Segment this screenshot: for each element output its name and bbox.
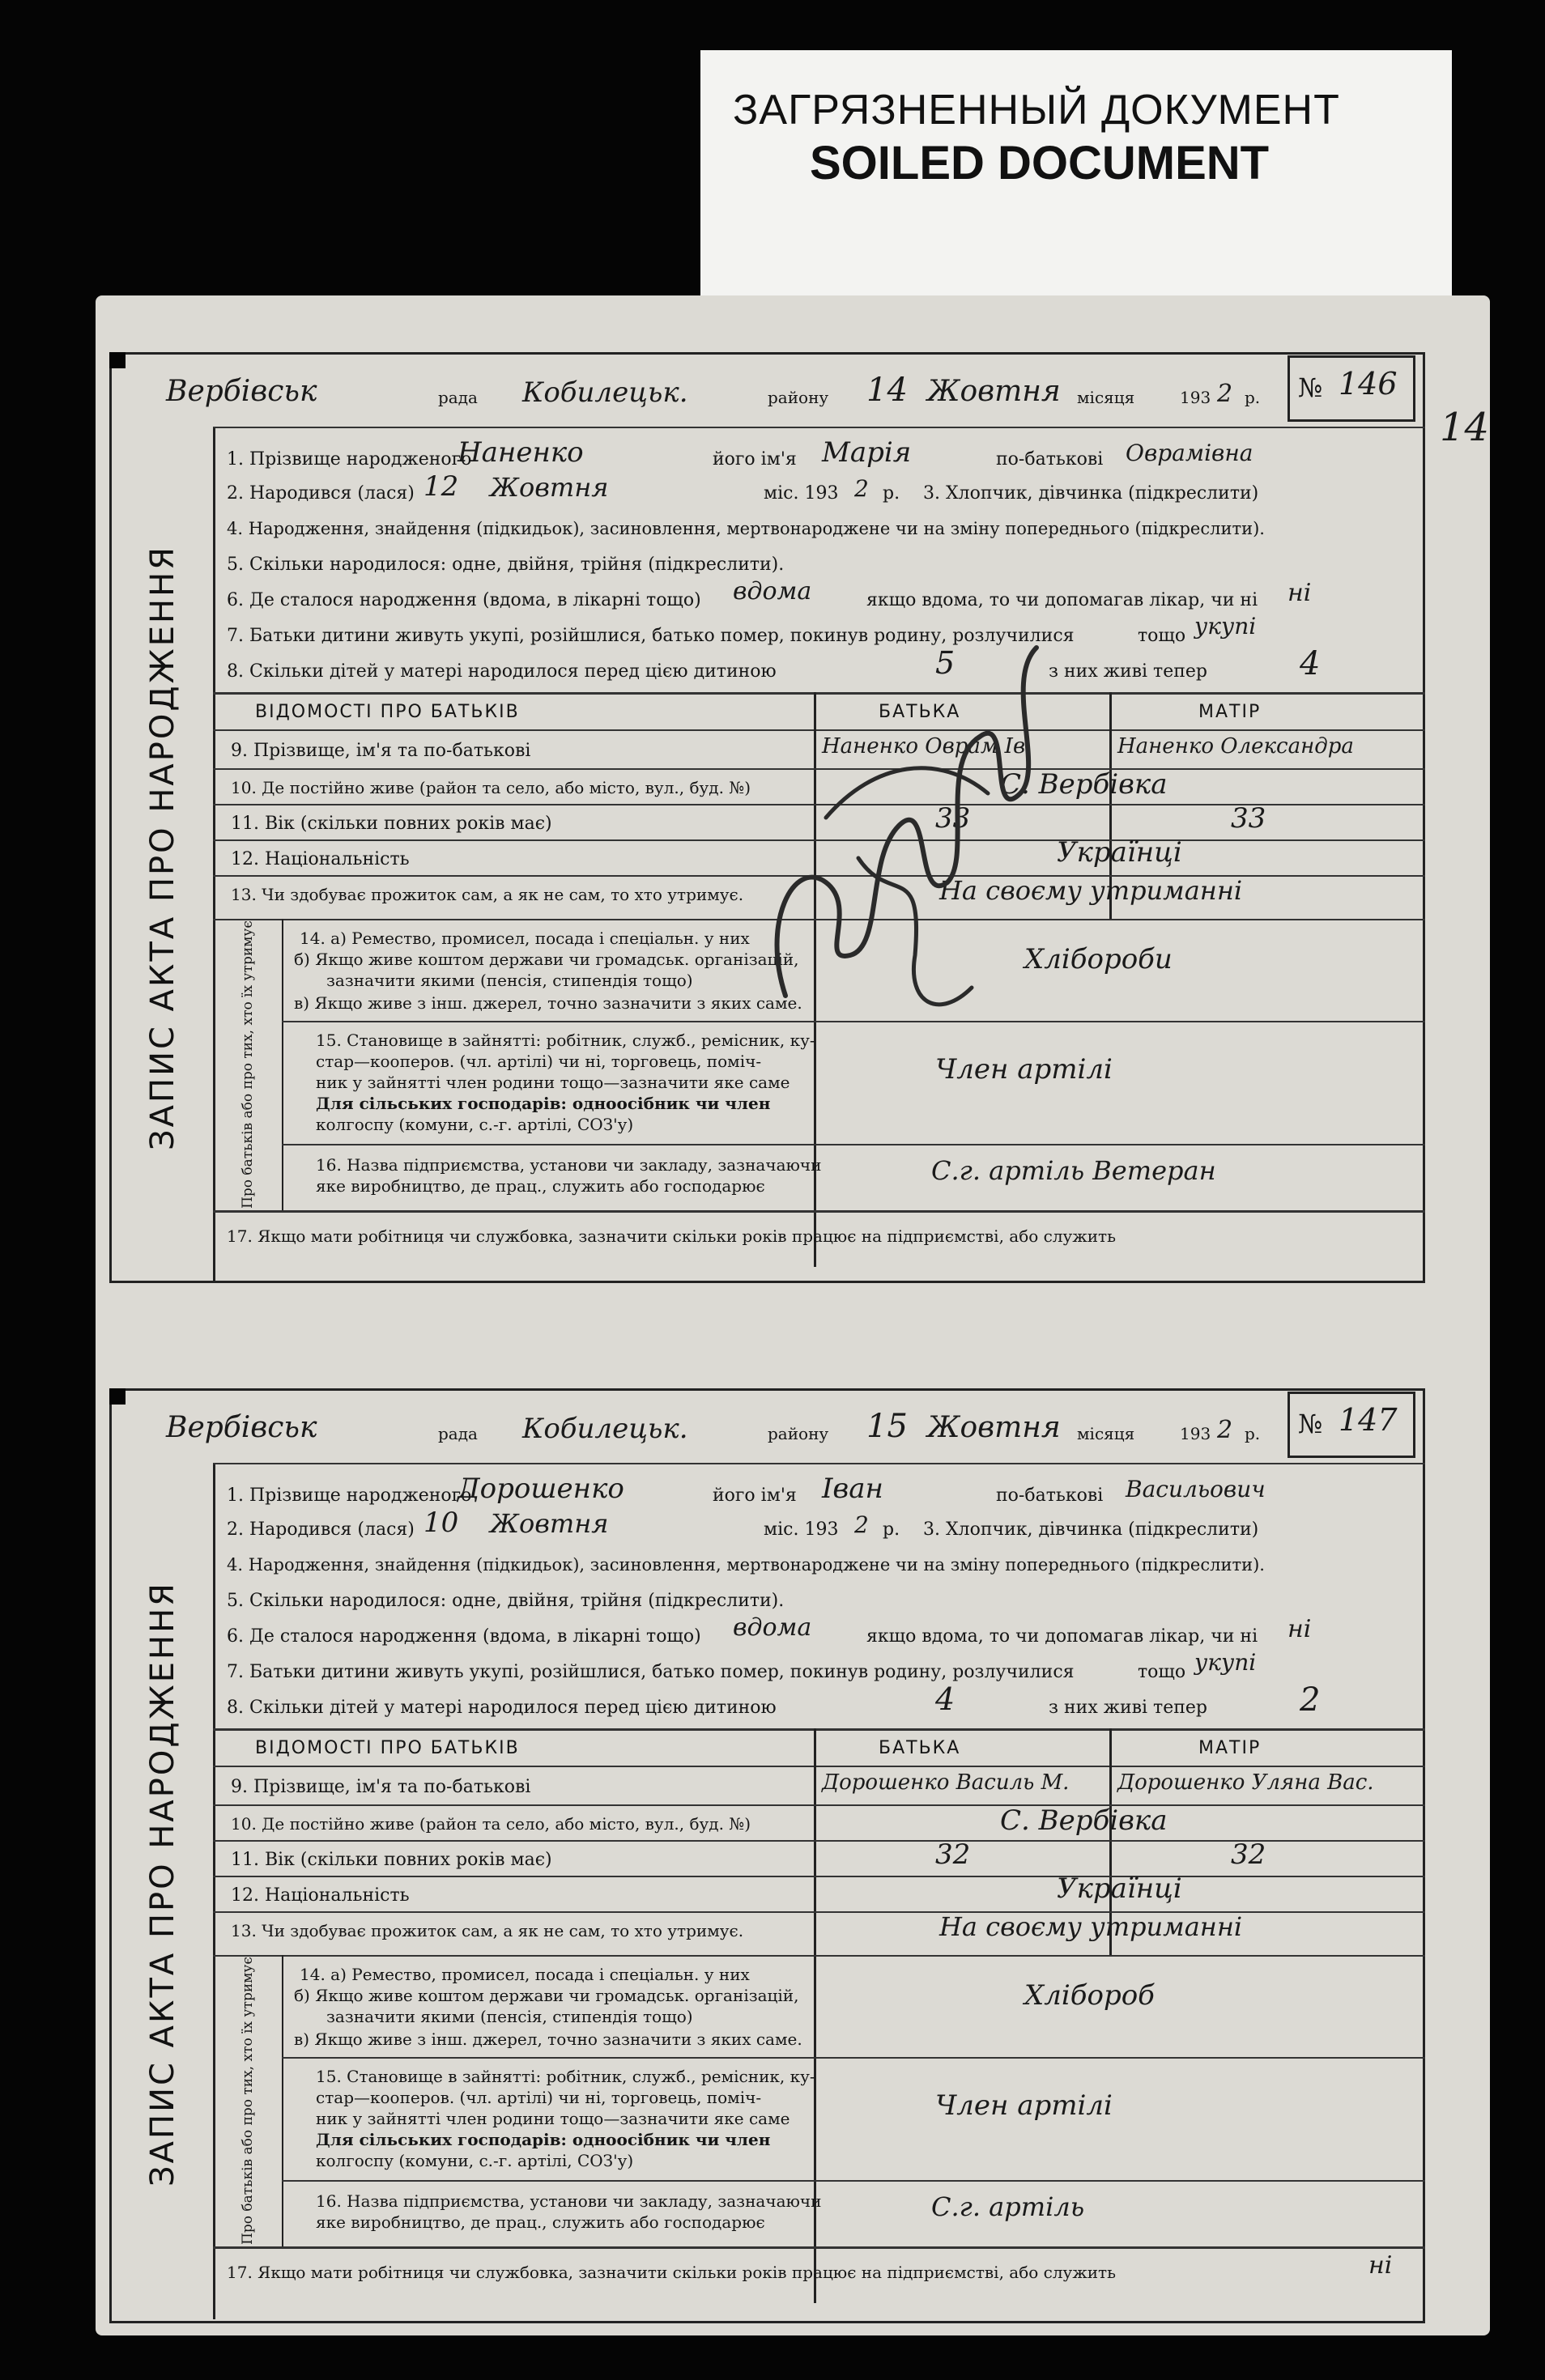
livelihood: На своєму утриманні	[939, 875, 1243, 906]
header-raion-label: району	[768, 388, 829, 407]
parents-status: укупі	[1194, 613, 1257, 640]
q9-label: 9. Прізвище, ім'я та по-батькові	[231, 1777, 531, 1797]
occupation-side-label-text: Про батьків або про тих, хто їх утримує	[239, 1957, 256, 2245]
header-year-suffix: р.	[1245, 1424, 1261, 1443]
trade: Хлібороб	[1024, 1979, 1155, 2012]
header-raion: Кобилецьк.	[522, 376, 688, 409]
q13-label: 13. Чи здобуває прожиток сам, а як не сам, то хто утримує.	[231, 1921, 744, 1940]
q14a-label: 14. а) Ремество, промисел, посада і спеціальн. у них	[300, 1965, 750, 1984]
q16a-label: 16. Назва підприємства, установи чи закладу, зазначаючи	[316, 1155, 822, 1175]
child-patronymic: Васильович	[1126, 1476, 1266, 1502]
q8-label: 8. Скільки дітей у матері народилося перед цією дитиною	[227, 661, 777, 682]
q17-label: 17. Якщо мати робітниця чи службовка, зазначити скільки років працює на підприємстві, або служить	[227, 2263, 1116, 2282]
q3-label: 3. Хлопчик, дівчинка (підкреслити)	[923, 483, 1259, 504]
parents-heading: ВІДОМОСТІ ПРО БАТЬКІВ	[255, 702, 520, 722]
header-divider	[213, 1463, 1425, 1464]
official-signature-scrawl	[729, 615, 1069, 1036]
side-title-text: ЗАПИС АКТА ПРО НАРОДЖЕННЯ	[143, 545, 181, 1150]
header-raion: Кобилецьк.	[522, 1413, 688, 1445]
q13-label: 13. Чи здобуває прожиток сам, а як не сам, то хто утримує.	[231, 885, 744, 904]
birth-place: вдома	[733, 1613, 812, 1642]
q14a-label: 14. а) Ремество, промисел, посада і спеціальн. у них	[300, 929, 750, 948]
child-surname: Дорошенко	[458, 1473, 624, 1505]
q7-label: 7. Батьки дитини живуть укупі, розійшлися, батько помер, покинув родину, розлучилися	[227, 1662, 1075, 1682]
q7-label: 7. Батьки дитини живуть укупі, розійшлися, батько помер, покинув родину, розлучилися	[227, 626, 1075, 646]
header-month: Жовтня	[927, 1411, 1061, 1444]
row13-rule	[213, 1955, 1425, 1957]
father-heading: БАТЬКА	[879, 702, 961, 722]
q15c-label: ник у зайнятті член родини тощо—зазначити яке саме	[316, 1073, 790, 1092]
birth-record-form-2	[109, 1388, 1425, 2323]
mother-heading: МАТІР	[1198, 702, 1262, 722]
q4-label: 4. Народження, знайдення (підкидьок), засиновлення, мертвонароджене чи на зміну попереднього (підкреслити).	[227, 1555, 1265, 1575]
parents-top-rule	[213, 1728, 1425, 1731]
q2-label: 2. Народився (лася)	[227, 483, 415, 504]
parents-status: укупі	[1194, 1649, 1257, 1676]
children-before: 4	[935, 1681, 956, 1717]
birth-place: вдома	[733, 577, 812, 606]
child-first-name: Марія	[822, 436, 912, 469]
birth-day: 10	[423, 1507, 459, 1539]
margin-sheet-number: 14	[1440, 405, 1490, 450]
row16-rule	[213, 1210, 1425, 1213]
q1-label: 1. Прізвище народженого	[227, 449, 472, 470]
birth-month: Жовтня	[490, 1508, 609, 1539]
residence: С. Вербівка	[1000, 1804, 1168, 1837]
q2-label: 2. Народився (лася)	[227, 1519, 415, 1540]
header-rada-label: рада	[438, 388, 478, 407]
q5-label: 5. Скільки народилося: одне, двійня, трійня (підкреслити).	[227, 1591, 785, 1611]
row16-rule	[213, 2246, 1425, 2249]
q7-tail: тощо	[1138, 626, 1186, 646]
occupation-status: Член артілі	[935, 2089, 1113, 2122]
mother-age: 33	[1231, 802, 1266, 835]
doctor-helped: ні	[1288, 1615, 1312, 1643]
q12-label: 12. Національність	[231, 1885, 410, 1906]
mother-name: Наненко Олександра	[1117, 734, 1354, 759]
mother-age: 32	[1231, 1838, 1266, 1871]
parents-heading: ВІДОМОСТІ ПРО БАТЬКІВ	[255, 1738, 520, 1758]
q8-alive-label: з них живі тепер	[1049, 1698, 1207, 1718]
birth-year-digit: 2	[854, 475, 869, 502]
q2-month-label: міс. 193	[764, 483, 839, 504]
q11-label: 11. Вік (скільки повних років має)	[231, 1850, 552, 1870]
side-title	[116, 1463, 209, 2305]
child-patronymic: Оврамівна	[1126, 440, 1253, 466]
soiled-document-label	[700, 50, 1452, 306]
trade: Хлібороби	[1024, 943, 1173, 975]
header-raion-label: району	[768, 1424, 829, 1443]
row14-rule	[282, 2057, 1425, 2059]
q15e-label: колгоспу (комуни, с.-г. артілі, СОЗ'у)	[316, 1115, 634, 1134]
mother-name: Дорошенко Уляна Вас.	[1117, 1770, 1374, 1795]
header-village: Вербівськ	[166, 1411, 317, 1444]
q14b-label: б) Якщо живе коштом держави чи громадськ. організацій,	[294, 1986, 799, 2005]
record-number-box	[1288, 1392, 1415, 1458]
header-year-suffix: р.	[1245, 388, 1261, 407]
q14b2-label: зазначити якими (пенсія, стипендія тощо)	[326, 2007, 693, 2026]
occupation-side-label	[213, 1955, 282, 2246]
q14b-label: б) Якщо живе коштом держави чи громадськ. організацій,	[294, 950, 799, 969]
q15a-label: 15. Становище в зайнятті: робітник, служб., ремісник, ку-	[316, 2067, 815, 2086]
header-year-digit: 2	[1217, 1416, 1233, 1444]
q10-label: 10. Де постійно живе (район та село, або місто, вул., буд. №)	[231, 1814, 751, 1834]
q12-label: 12. Національність	[231, 849, 410, 869]
occupation-side-label-text: Про батьків або про тих, хто їх утримує	[239, 920, 256, 1209]
mother-work-years: ні	[1368, 2251, 1393, 2280]
row12-rule	[213, 1911, 1425, 1913]
number-sign: №	[1298, 372, 1323, 403]
q16b-label: яке виробництво, де прац., служить або господарює	[316, 1176, 765, 1196]
record-number: 147	[1339, 1402, 1398, 1438]
header-day: 15	[866, 1408, 908, 1445]
q17-label: 17. Якщо мати робітниця чи службовка, зазначити скільки років працює на підприємстві, або служить	[227, 1226, 1116, 1246]
q2-year-label: р.	[883, 483, 900, 504]
mother-heading: МАТІР	[1198, 1738, 1262, 1758]
label-russian: ЗАГРЯЗНЕННЫЙ ДОКУМЕНТ	[733, 87, 1340, 134]
q15d-label: Для сільських господарів: одноосібник чи член	[316, 1094, 771, 1113]
row11-rule	[213, 1876, 1425, 1877]
header-village: Вербівськ	[166, 375, 317, 408]
q6-doctor-label: якщо вдома, то чи допомагав лікар, чи ні	[866, 590, 1258, 610]
occupation-side-label	[213, 919, 282, 1210]
header-month-label: місяця	[1077, 1424, 1135, 1443]
birth-day: 12	[423, 470, 459, 503]
row9-rule	[213, 1804, 1425, 1806]
q10-label: 10. Де постійно живе (район та село, або місто, вул., буд. №)	[231, 778, 751, 797]
q6-label: 6. Де сталося народження (вдома, в лікарні тощо)	[227, 1626, 701, 1647]
q16a-label: 16. Назва підприємства, установи чи закладу, зазначаючи	[316, 2191, 822, 2211]
parents-head-rule	[213, 1766, 1425, 1767]
header-year-prefix: 193	[1180, 1424, 1211, 1443]
occupation-side-divider	[282, 919, 283, 1210]
q14c-label: в) Якщо живе з інш. джерел, точно зазначити з яких саме.	[294, 993, 802, 1013]
header-year-prefix: 193	[1180, 388, 1211, 407]
nationality: Українці	[1057, 1872, 1182, 1905]
q7-tail: тощо	[1138, 1662, 1186, 1682]
father-age: 33	[935, 802, 971, 835]
q1-patronymic-label: по-батькові	[996, 1485, 1104, 1506]
enterprise: С.г. артіль	[931, 2191, 1085, 2222]
side-title	[116, 427, 209, 1269]
q9-label: 9. Прізвище, ім'я та по-батькові	[231, 741, 531, 761]
form-header	[109, 352, 1425, 427]
q8-alive-label: з них живі тепер	[1049, 661, 1207, 682]
header-day: 14	[866, 372, 908, 409]
q8-label: 8. Скільки дітей у матері народилося перед цією дитиною	[227, 1698, 777, 1718]
q15b-label: стар—кооперов. (чл. артілі) чи ні, торговець, поміч-	[316, 1052, 762, 1071]
row15-rule	[282, 1144, 1425, 1145]
father-name: Наненко Оврам Ів.	[822, 734, 1032, 759]
question-column-divider	[814, 1728, 816, 2303]
form-header	[109, 1388, 1425, 1463]
birth-month: Жовтня	[490, 472, 609, 503]
row15-rule	[282, 2180, 1425, 2182]
q3-label: 3. Хлопчик, дівчинка (підкреслити)	[923, 1519, 1259, 1540]
header-divider	[213, 427, 1425, 428]
q1-name-label: його ім'я	[713, 449, 797, 470]
header-month-label: місяця	[1077, 388, 1135, 407]
occupation-side-divider	[282, 1955, 283, 2246]
q6-doctor-label: якщо вдома, то чи допомагав лікар, чи ні	[866, 1626, 1258, 1647]
children-alive: 4	[1300, 645, 1321, 682]
father-name: Дорошенко Василь М.	[822, 1770, 1070, 1795]
q11-label: 11. Вік (скільки повних років має)	[231, 814, 552, 834]
children-alive: 2	[1300, 1681, 1321, 1719]
children-before: 5	[935, 645, 956, 681]
doctor-helped: ні	[1288, 579, 1312, 607]
father-heading: БАТЬКА	[879, 1738, 961, 1758]
father-age: 32	[935, 1838, 971, 1871]
label-english: SOILED DOCUMENT	[810, 137, 1270, 189]
header-rada-label: рада	[438, 1424, 478, 1443]
occupation-status: Член артілі	[935, 1053, 1113, 1086]
q14c-label: в) Якщо живе з інш. джерел, точно зазначити з яких саме.	[294, 2029, 802, 2049]
q15a-label: 15. Становище в зайнятті: робітник, служб., ремісник, ку-	[316, 1031, 815, 1050]
side-title-text: ЗАПИС АКТА ПРО НАРОДЖЕННЯ	[143, 1581, 181, 2187]
q2-year-label: р.	[883, 1519, 900, 1540]
header-year-digit: 2	[1217, 380, 1233, 408]
birth-year-digit: 2	[854, 1511, 869, 1538]
number-sign: №	[1298, 1409, 1323, 1439]
residence: С. Вербівка	[1000, 768, 1168, 801]
livelihood: На своєму утриманні	[939, 1911, 1243, 1942]
record-number-box	[1288, 355, 1415, 422]
q1-patronymic-label: по-батькові	[996, 449, 1104, 470]
q15b-label: стар—кооперов. (чл. артілі) чи ні, торговець, поміч-	[316, 2088, 762, 2107]
q4-label: 4. Народження, знайдення (підкидьок), засиновлення, мертвонароджене чи на зміну попереднього (підкреслити).	[227, 519, 1265, 538]
q1-name-label: його ім'я	[713, 1485, 797, 1506]
q15d-label: Для сільських господарів: одноосібник чи член	[316, 2130, 771, 2149]
q15e-label: колгоспу (комуни, с.-г. артілі, СОЗ'у)	[316, 2151, 634, 2170]
q5-label: 5. Скільки народилося: одне, двійня, трійня (підкреслити).	[227, 555, 785, 575]
q16b-label: яке виробництво, де прац., служить або господарює	[316, 2212, 765, 2232]
enterprise: С.г. артіль Ветеран	[931, 1155, 1216, 1186]
child-surname: Наненко	[458, 436, 584, 469]
child-first-name: Іван	[822, 1473, 883, 1505]
nationality: Українці	[1057, 836, 1182, 869]
q14b2-label: зазначити якими (пенсія, стипендія тощо)	[326, 971, 693, 990]
q15c-label: ник у зайнятті член родини тощо—зазначити яке саме	[316, 2109, 790, 2128]
q1-label: 1. Прізвище народженого	[227, 1485, 472, 1506]
q6-label: 6. Де сталося народження (вдома, в лікарні тощо)	[227, 590, 701, 610]
q2-month-label: міс. 193	[764, 1519, 839, 1540]
record-number: 146	[1339, 366, 1398, 402]
header-month: Жовтня	[927, 375, 1061, 408]
